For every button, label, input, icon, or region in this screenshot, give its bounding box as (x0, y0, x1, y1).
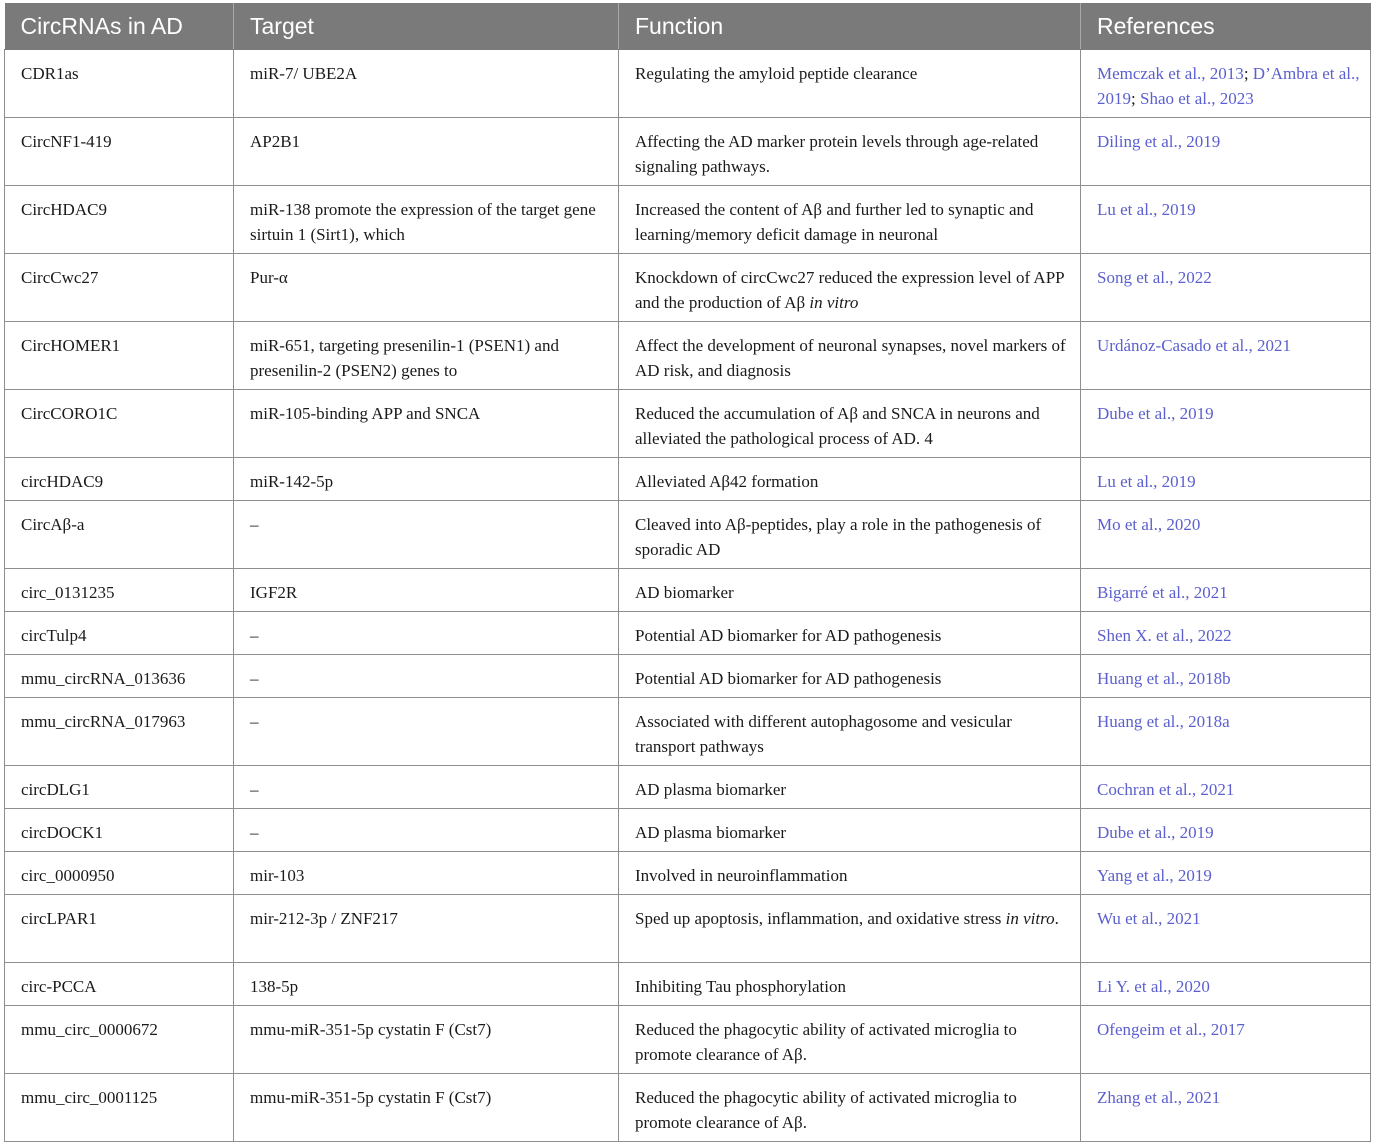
cell-references (1081, 254, 1371, 322)
table-row (5, 655, 1371, 698)
cell-circrna: circ_0131235 (5, 569, 234, 612)
table-row (5, 1006, 1371, 1074)
reference-link[interactable]: Lu et al., 2019 (1097, 472, 1196, 491)
reference-link[interactable]: Bigarré et al., 2021 (1097, 583, 1228, 602)
reference-link[interactable]: Shen X. et al., 2022 (1097, 626, 1232, 645)
cell-target: 138-5p (234, 963, 619, 1006)
cell-circrna: mmu_circRNA_017963 (5, 698, 234, 766)
cell-circrna: circ-PCCA (5, 963, 234, 1006)
cell-circrna: circTulp4 (5, 612, 234, 655)
header-target: Target (234, 3, 619, 50)
cell-function: Affect the development of neuronal synapses, novel markers of AD risk, and diagnosis (619, 322, 1081, 390)
table-row (5, 390, 1371, 458)
header-circrnas: CircRNAs in AD (5, 3, 234, 50)
cell-references (1081, 766, 1371, 809)
reference-link[interactable]: Zhang et al., 2021 (1097, 1088, 1221, 1107)
cell-function: Potential AD biomarker for AD pathogenesis (619, 612, 1081, 655)
cell-circrna: circDOCK1 (5, 809, 234, 852)
cell-target: – (234, 501, 619, 569)
cell-references (1081, 895, 1371, 963)
cell-circrna: mmu_circRNA_013636 (5, 655, 234, 698)
table-row (5, 501, 1371, 569)
reference-link[interactable]: Mo et al., 2020 (1097, 515, 1201, 534)
table-row (5, 569, 1371, 612)
cell-references (1081, 390, 1371, 458)
cell-references (1081, 655, 1371, 698)
cell-references (1081, 809, 1371, 852)
cell-target: miR-7/ UBE2A (234, 50, 619, 118)
cell-circrna: CircAβ-a (5, 501, 234, 569)
cell-target: miR-651, targeting presenilin-1 (PSEN1) and presenilin-2 (PSEN2) genes to (234, 322, 619, 390)
cell-circrna: mmu_circ_0001125 (5, 1074, 234, 1142)
reference-link[interactable]: Cochran et al., 2021 (1097, 780, 1235, 799)
cell-references (1081, 698, 1371, 766)
cell-target: – (234, 698, 619, 766)
cell-circrna: circDLG1 (5, 766, 234, 809)
table-row (5, 254, 1371, 322)
cell-references (1081, 501, 1371, 569)
table-container (4, 3, 1370, 1142)
reference-link[interactable]: Li Y. et al., 2020 (1097, 977, 1210, 996)
cell-circrna: CDR1as (5, 50, 234, 118)
header-row (5, 3, 1371, 50)
cell-function: Reduced the phagocytic ability of activated microglia to promote clearance of Aβ. (619, 1074, 1081, 1142)
cell-circrna: CircCORO1C (5, 390, 234, 458)
cell-references (1081, 186, 1371, 254)
cell-target: – (234, 655, 619, 698)
cell-target: – (234, 612, 619, 655)
cell-circrna: circLPAR1 (5, 895, 234, 963)
table-row (5, 698, 1371, 766)
table-row (5, 963, 1371, 1006)
cell-references (1081, 118, 1371, 186)
table-row (5, 895, 1371, 963)
cell-circrna: circHDAC9 (5, 458, 234, 501)
reference-link[interactable]: Shao et al., 2023 (1139, 89, 1254, 108)
circrna-table (4, 3, 1371, 1142)
reference-link[interactable]: Dube et al., 2019 (1097, 404, 1214, 423)
reference-link[interactable]: Song et al., 2022 (1097, 268, 1212, 287)
reference-link[interactable]: Dube et al., 2019 (1097, 823, 1214, 842)
cell-target: mir-212-3p / ZNF217 (234, 895, 619, 963)
cell-target: mmu-miR-351-5p cystatin F (Cst7) (234, 1006, 619, 1074)
cell-circrna: CircCwc27 (5, 254, 234, 322)
reference-link[interactable]: Wu et al., 2021 (1097, 909, 1201, 928)
table-row (5, 1074, 1371, 1142)
reference-link[interactable]: Huang et al., 2018a (1097, 712, 1230, 731)
cell-function: AD plasma biomarker (619, 809, 1081, 852)
cell-function: Regulating the amyloid peptide clearance (619, 50, 1081, 118)
cell-circrna: mmu_circ_0000672 (5, 1006, 234, 1074)
cell-function: Alleviated Aβ42 formation (619, 458, 1081, 501)
cell-function: Knockdown of circCwc27 reduced the expression level of APP and the production of Aβ in vitro (619, 254, 1081, 322)
cell-function: AD plasma biomarker (619, 766, 1081, 809)
cell-target: mmu-miR-351-5p cystatin F (Cst7) (234, 1074, 619, 1142)
table-row (5, 186, 1371, 254)
cell-target: miR-142-5p (234, 458, 619, 501)
table-row (5, 322, 1371, 390)
cell-function: Affecting the AD marker protein levels through age-related signaling pathways. (619, 118, 1081, 186)
cell-references (1081, 1074, 1371, 1142)
table-row (5, 458, 1371, 501)
cell-circrna: CircHOMER1 (5, 322, 234, 390)
cell-function: Involved in neuroinflammation (619, 852, 1081, 895)
table-body (5, 50, 1371, 1142)
cell-target: IGF2R (234, 569, 619, 612)
header-function: Function (619, 3, 1081, 50)
cell-references (1081, 852, 1371, 895)
cell-target: miR-138 promote the expression of the target gene sirtuin 1 (Sirt1), which (234, 186, 619, 254)
cell-references (1081, 1006, 1371, 1074)
reference-link[interactable]: D’Ambra et al., 2019 (1097, 64, 1360, 108)
table-row (5, 118, 1371, 186)
cell-references (1081, 612, 1371, 655)
cell-function: Inhibiting Tau phosphorylation (619, 963, 1081, 1006)
cell-references: Memczak et al., 2013; D’Ambra et al., 2019; Shao et al., 2023 (1081, 50, 1371, 118)
cell-function: Associated with different autophagosome and vesicular transport pathways (619, 698, 1081, 766)
header-references: References (1081, 3, 1371, 50)
reference-link[interactable]: Lu et al., 2019 (1097, 200, 1196, 219)
cell-function: Potential AD biomarker for AD pathogenesis (619, 655, 1081, 698)
cell-target: – (234, 766, 619, 809)
table-row (5, 852, 1371, 895)
reference-link[interactable]: Diling et al., 2019 (1097, 132, 1221, 151)
reference-link[interactable]: Yang et al., 2019 (1097, 866, 1212, 885)
cell-references (1081, 458, 1371, 501)
cell-target: mir-103 (234, 852, 619, 895)
cell-target: miR-105-binding APP and SNCA (234, 390, 619, 458)
cell-references (1081, 963, 1371, 1006)
cell-circrna: CircNF1-419 (5, 118, 234, 186)
cell-function: Cleaved into Aβ-peptides, play a role in the pathogenesis of sporadic AD (619, 501, 1081, 569)
reference-link[interactable]: Ofengeim et al., 2017 (1097, 1020, 1245, 1039)
cell-function: Reduced the phagocytic ability of activated microglia to promote clearance of Aβ. (619, 1006, 1081, 1074)
cell-function: AD biomarker (619, 569, 1081, 612)
cell-target: Pur-α (234, 254, 619, 322)
reference-link[interactable]: Urdánoz-Casado et al., 2021 (1097, 336, 1292, 355)
table-row (5, 612, 1371, 655)
cell-circrna: circ_0000950 (5, 852, 234, 895)
cell-circrna: CircHDAC9 (5, 186, 234, 254)
table-row (5, 766, 1371, 809)
cell-target: AP2B1 (234, 118, 619, 186)
reference-link[interactable]: Memczak et al., 2013 (1097, 64, 1244, 83)
table-row (5, 809, 1371, 852)
table-row (5, 50, 1371, 118)
cell-target: – (234, 809, 619, 852)
cell-function: Increased the content of Aβ and further led to synaptic and learning/memory deficit damage in neuronal (619, 186, 1081, 254)
cell-references (1081, 322, 1371, 390)
reference-link[interactable]: Huang et al., 2018b (1097, 669, 1231, 688)
cell-references (1081, 569, 1371, 612)
cell-function: Sped up apoptosis, inflammation, and oxidative stress in vitro. (619, 895, 1081, 963)
cell-function: Reduced the accumulation of Aβ and SNCA in neurons and alleviated the pathological process of AD. 4 (619, 390, 1081, 458)
